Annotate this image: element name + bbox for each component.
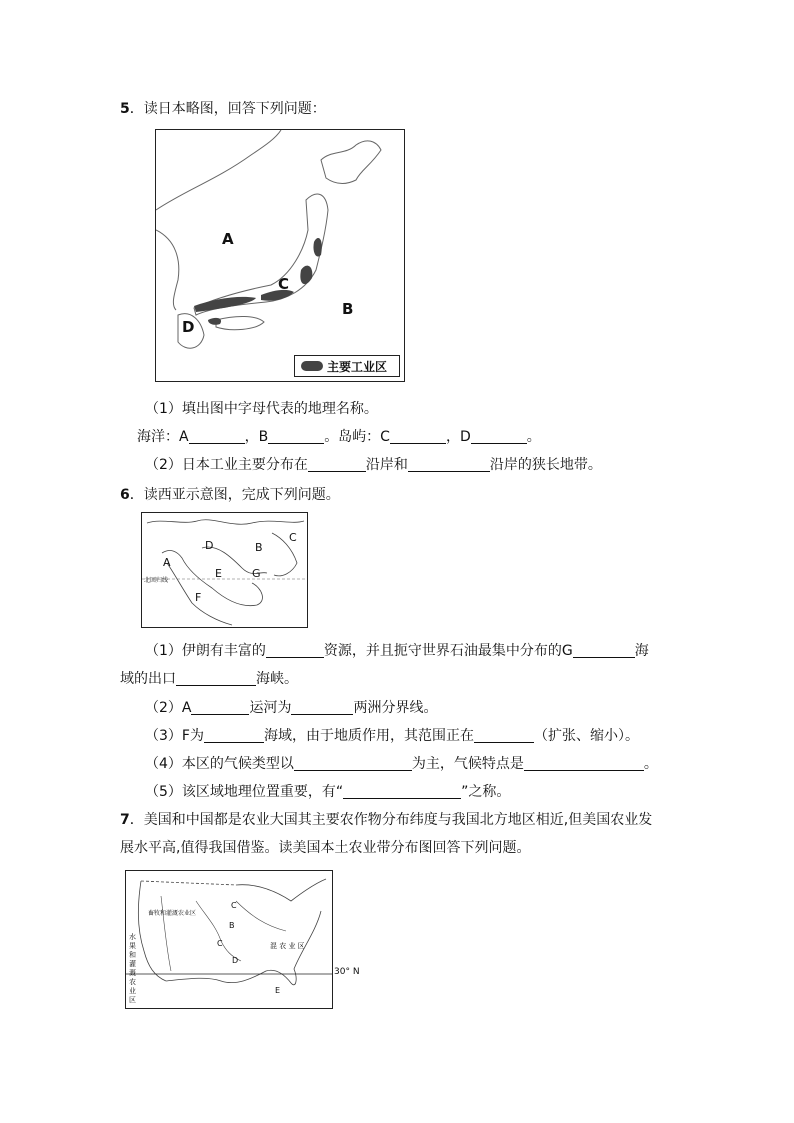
- q6-number: 6: [120, 487, 130, 503]
- q6-sub3-text: （3）F为: [145, 728, 204, 744]
- q6-sub2-text: 运河为: [249, 700, 292, 716]
- westasia-label-f: F: [195, 591, 202, 604]
- q7-number: 7: [120, 812, 130, 828]
- q5-number: 5: [120, 101, 130, 117]
- japan-map-drawing: [156, 130, 404, 381]
- q6-sub1-text: 资源，并且扼守世界石油最集中分布的G: [323, 643, 573, 659]
- q6-sub5: [145, 781, 510, 801]
- q6-sub1-text: 域的出口: [120, 671, 176, 687]
- westasia-label-c: C: [289, 531, 297, 544]
- westasia-label-a: A: [163, 556, 171, 569]
- usa-label-c2: C: [217, 939, 223, 948]
- map-legend: [294, 355, 400, 377]
- q5-sub2-text: 沿岸的狭长地带。: [489, 457, 602, 473]
- usa-label-c1: C: [231, 901, 237, 910]
- legend-label: 主要工业区: [327, 359, 388, 374]
- q5-line2-text: 。: [526, 429, 541, 445]
- q5-line2: [137, 426, 541, 446]
- q6-sub1: [145, 640, 649, 660]
- q6-title-text: ．读西亚示意图，完成下列问题。: [129, 487, 340, 503]
- answer-blank[interactable]: [266, 643, 324, 658]
- answer-blank[interactable]: [189, 429, 245, 444]
- westasia-label-b: B: [255, 541, 263, 554]
- usa-label-d: D: [232, 956, 239, 965]
- answer-blank[interactable]: [191, 700, 249, 715]
- q5-line2-text: ，D: [445, 429, 471, 445]
- q6-sub1-text: （1）伊朗有丰富的: [145, 643, 266, 659]
- q6-sub2: [145, 697, 437, 717]
- q6-sub1-text: 海: [634, 643, 649, 659]
- answer-blank[interactable]: [390, 429, 446, 444]
- answer-blank[interactable]: [408, 457, 490, 472]
- answer-blank[interactable]: [474, 728, 534, 743]
- q6-sub5-text: ”之称。: [461, 784, 511, 800]
- westasia-label-g: G: [252, 567, 261, 580]
- latitude-label: 30° N: [334, 967, 360, 977]
- usa-region-pastoral: 畜牧和灌溉农业区: [148, 910, 197, 917]
- q6-sub4-text: 。: [643, 756, 658, 772]
- q6-sub1-text: 海峡。: [256, 671, 298, 687]
- q7-title-line1: [120, 809, 652, 829]
- answer-blank[interactable]: [291, 700, 353, 715]
- q6-sub3-text: （扩张、缩小）。: [533, 728, 639, 744]
- west-asia-map: [141, 512, 308, 628]
- westasia-label-e: E: [215, 567, 222, 580]
- q6-sub2-text: 两洲分界线。: [353, 700, 438, 716]
- q6-title: [120, 484, 340, 504]
- q6-sub4-text: 为主，气候特点是: [411, 756, 524, 772]
- usa-region-fruit: 水果和灌溉农业区: [129, 933, 136, 1004]
- q5-sub1: （1）填出图中字母代表的地理名称。: [145, 401, 378, 417]
- japan-label-c: C: [278, 275, 290, 293]
- q6-sub5-text: （5）该区域地理位置重要，有“: [145, 784, 344, 800]
- answer-blank[interactable]: [294, 756, 412, 771]
- q6-sub3-text: 海域，由于地质作用，其范围正在: [263, 728, 474, 744]
- west-asia-map-drawing: [142, 513, 307, 627]
- q5-line2-text: ，B: [244, 429, 269, 445]
- westasia-label-d: D: [205, 539, 214, 552]
- answer-blank[interactable]: [573, 643, 635, 658]
- q7-title-text: ．美国和中国都是农业大国其主要农作物分布纬度与我国北方地区相近,但美国农业发: [129, 812, 653, 828]
- usa-label-e: E: [275, 986, 281, 995]
- answer-blank[interactable]: [343, 784, 461, 799]
- q6-sub3: [145, 725, 639, 745]
- industrial-zone-swatch: [301, 361, 323, 371]
- usa-label-b: B: [229, 921, 235, 930]
- answer-blank[interactable]: [176, 671, 256, 686]
- japan-label-d: D: [182, 318, 195, 336]
- answer-blank[interactable]: [524, 756, 644, 771]
- usa-region-mixed: 混 农 业 区: [270, 942, 305, 950]
- q7-title-line2: 展水平高,值得我国借鉴。读美国本土农业带分布图回答下列问题。: [120, 840, 531, 856]
- q5-line2-text: 海洋：A: [137, 429, 189, 445]
- answer-blank[interactable]: [204, 728, 264, 743]
- q6-sub1-cont: [120, 668, 298, 688]
- q5-sub2: [145, 454, 602, 474]
- q5-sub2-text: 沿岸和: [365, 457, 408, 473]
- usa-map-drawing: [126, 871, 332, 1008]
- answer-blank[interactable]: [308, 457, 366, 472]
- q6-sub4-text: （4）本区的气候类型以: [145, 756, 294, 772]
- japan-label-a: A: [222, 230, 234, 248]
- answer-blank[interactable]: [471, 429, 527, 444]
- q6-sub2-text: （2）A: [145, 700, 192, 716]
- tropic-label: 北回归线: [144, 577, 169, 584]
- q6-sub4: [145, 753, 658, 773]
- japan-label-b: B: [342, 300, 354, 318]
- q5-title: [120, 98, 326, 118]
- q5-line2-text: 。岛屿：C: [324, 429, 390, 445]
- q5-sub2-text: （2）日本工业主要分布在: [145, 457, 308, 473]
- japan-map: [155, 129, 405, 382]
- q5-title-text: ．读日本略图，回答下列问题：: [129, 101, 326, 117]
- answer-blank[interactable]: [268, 429, 324, 444]
- usa-map: [125, 870, 333, 1009]
